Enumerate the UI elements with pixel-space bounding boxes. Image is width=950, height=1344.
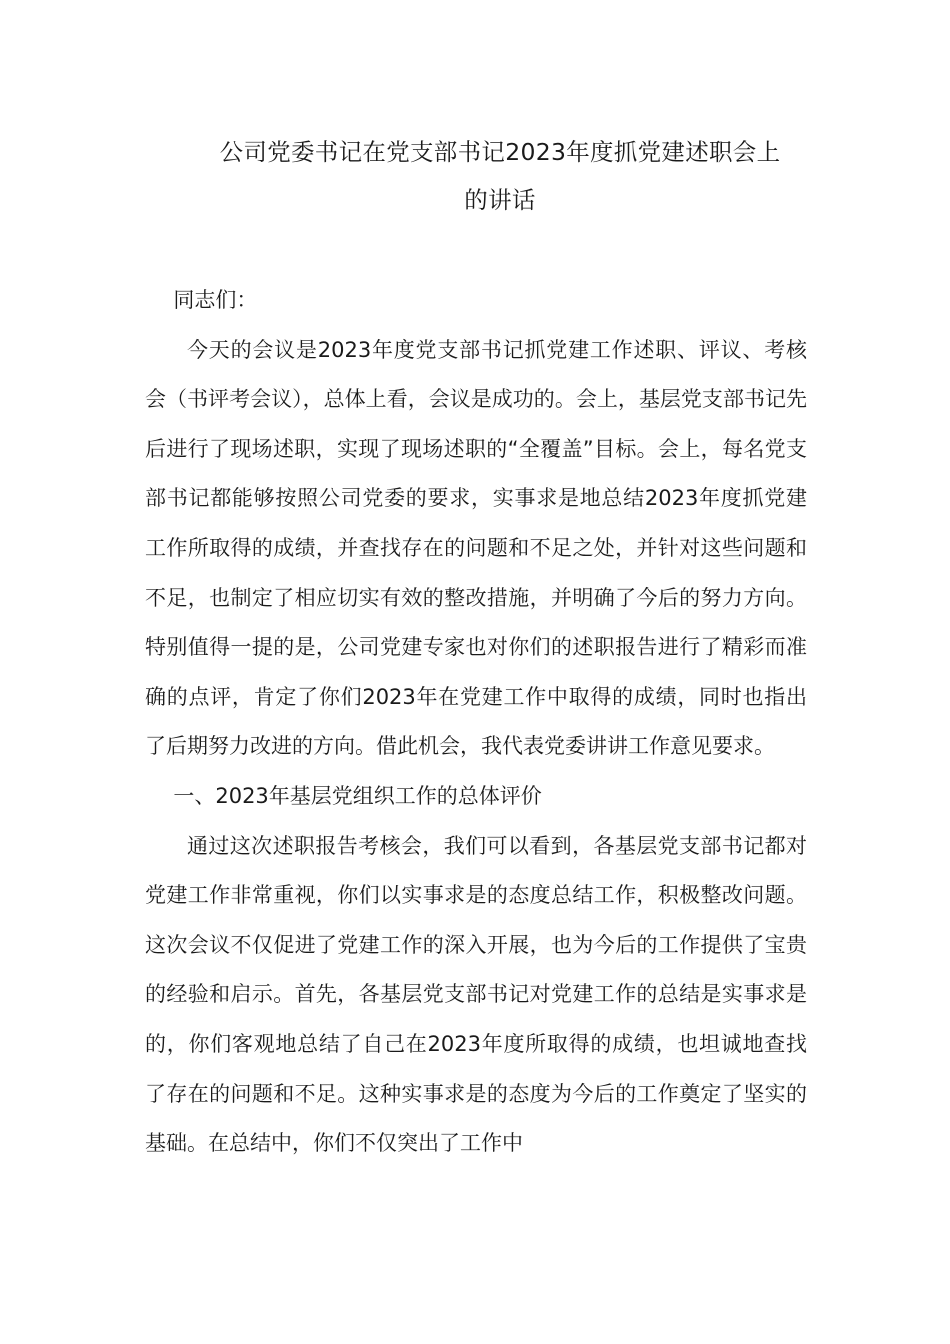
document-title (140, 128, 860, 224)
title-line-2: 的讲话 (464, 186, 536, 214)
title-line-1: 公司党委书记在党支部书记2023年度抓党建述职会上 (219, 138, 781, 166)
paragraph-2: 通过这次述职报告考核会，我们可以看到，各基层党支部书记都对党建工作非常重视，你们以实事求是的态度总结工作，积极整改问题。这次会议不仅促进了党建工作的深入开展，也为今后的工作提供了宝贵的经验和启示。首先，各基层党支部书记对党建工作的总结是实事求是的，你们客观地总结了自己在2023年度所取得的成绩，也坦诚地查找了存在的问题和不足。这种实事求是的态度为今后的工作奠定了坚实的基础。在总结中，你们不仅突出了工作中 (145, 833, 807, 1156)
document-body (145, 276, 807, 1169)
salutation: 同志们： (173, 288, 258, 312)
paragraph-1: 今天的会议是2023年度党支部书记抓党建工作述职、评议、考核会（书评考会议），总体上看，会议是成功的。会上，基层党支部书记先后进行了现场述职，实现了现场述职的“全覆盖”目标。会上，每名党支部书记都能够按照公司党委的要求，实事求是地总结2023年度抓党建工作所取得的成绩，并查找存在的问题和不足之处，并针对这些问题和不足，也制定了相应切实有效的整改措施，并明确了今后的努力方向。特别值得一提的是，公司党建专家也对你们的述职报告进行了精彩而准确的点评，肯定了你们2023年在党建工作中取得的成绩，同时也指出了后期努力改进的方向。借此机会，我代表党委讲讲工作意见要求。 (145, 337, 807, 759)
section-1-heading: 一、2023年基层党组织工作的总体评价 (173, 783, 542, 808)
